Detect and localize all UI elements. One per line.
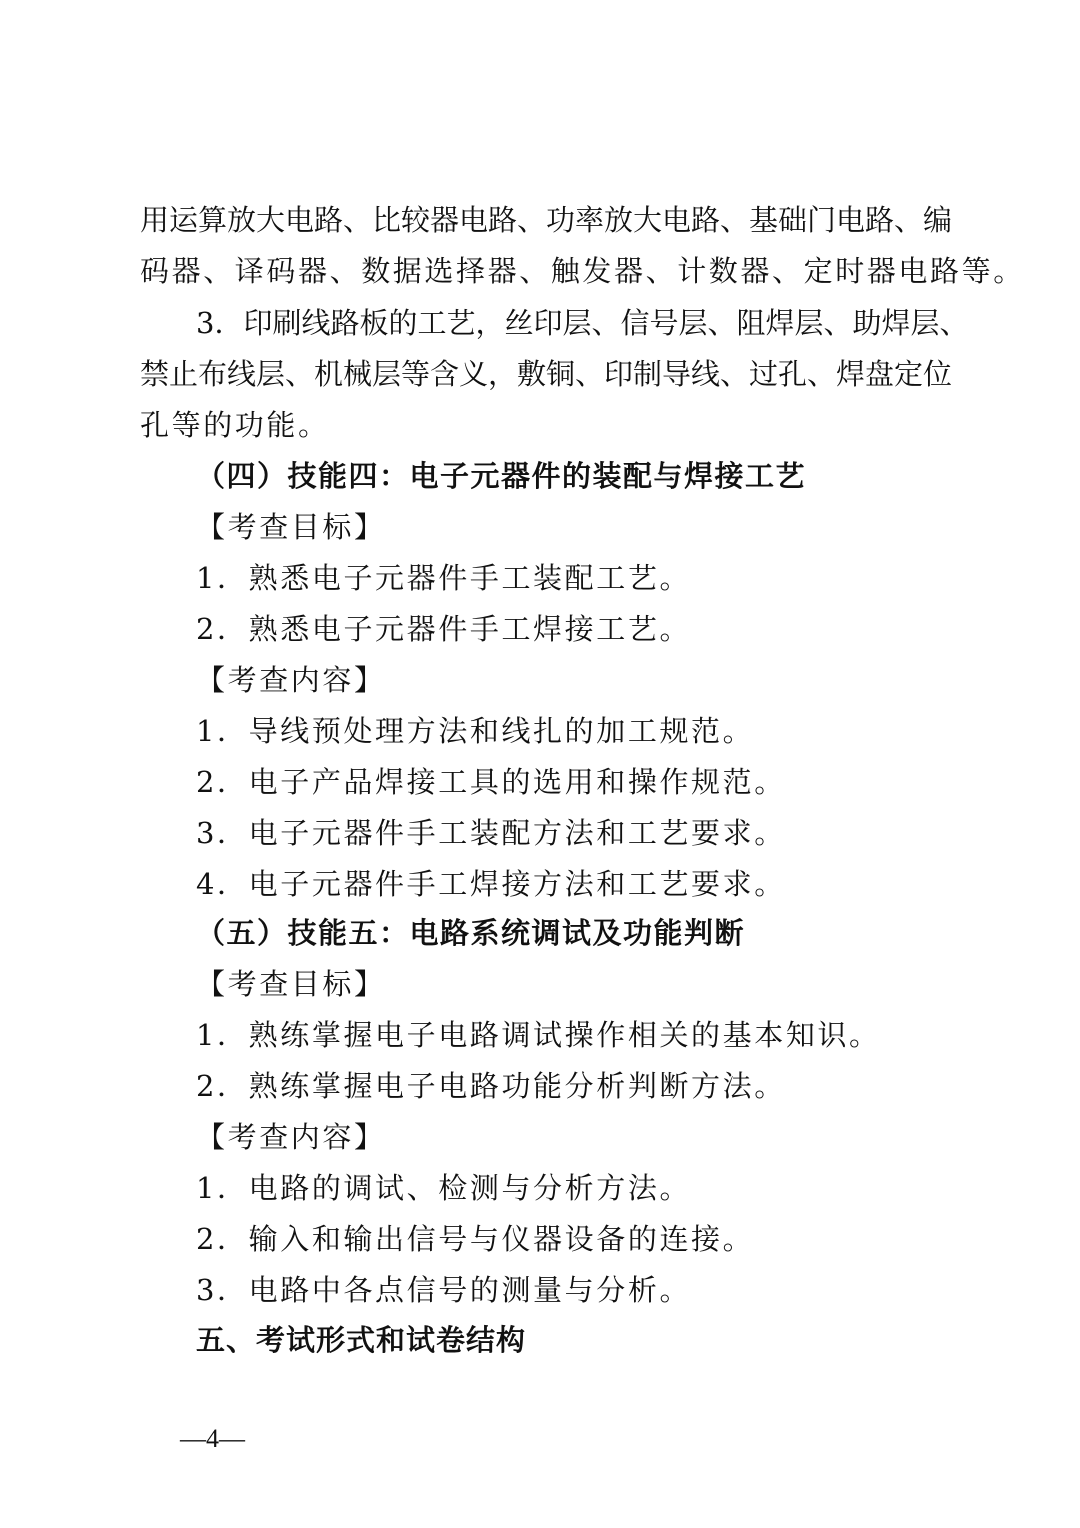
list-item: 2．熟练掌握电子电路功能分析判断方法。 [196, 1069, 786, 1103]
list-item: 2．电子产品焊接工具的选用和操作规范。 [196, 765, 786, 799]
page-number: —4— [180, 1424, 245, 1453]
list-item: 2．熟悉电子元器件手工焊接工艺。 [196, 612, 692, 646]
content-label: 【考查内容】 [196, 663, 386, 697]
list-item: 4．电子元器件手工焊接方法和工艺要求。 [196, 867, 786, 901]
section-heading-skill4: （四）技能四：电子元器件的装配与焊接工艺 [196, 459, 807, 493]
paragraph-line: 孔等的功能。 [140, 408, 330, 442]
list-item: 1．熟练掌握电子电路调试操作相关的基本知识。 [196, 1018, 881, 1052]
list-item: 3．电路中各点信号的测量与分析。 [196, 1273, 692, 1307]
list-item: 3．电子元器件手工装配方法和工艺要求。 [196, 816, 786, 850]
list-item: 1．电路的调试、检测与分析方法。 [196, 1171, 692, 1205]
paragraph-line: 禁止布线层、机械层等含义，敷铜、印制导线、过孔、焊盘定位 [140, 357, 953, 391]
paragraph-line: 3．印刷线路板的工艺，丝印层、信号层、阻焊层、助焊层、 [196, 306, 969, 340]
list-item: 2．输入和输出信号与仪器设备的连接。 [196, 1222, 755, 1256]
section-heading-skill5: （五）技能五：电路系统调试及功能判断 [196, 916, 746, 950]
goal-label: 【考查目标】 [196, 510, 386, 544]
paragraph-line: 用运算放大电路、比较器电路、功率放大电路、基础门电路、编 [140, 203, 953, 237]
section-heading-five: 五、考试形式和试卷结构 [196, 1323, 527, 1357]
paragraph-line: 码器、译码器、数据选择器、触发器、计数器、定时器电路等。 [140, 254, 1025, 288]
list-item: 1．熟悉电子元器件手工装配工艺。 [196, 561, 692, 595]
content-label: 【考查内容】 [196, 1120, 386, 1154]
goal-label: 【考查目标】 [196, 967, 386, 1001]
list-item: 1．导线预处理方法和线扎的加工规范。 [196, 714, 755, 748]
